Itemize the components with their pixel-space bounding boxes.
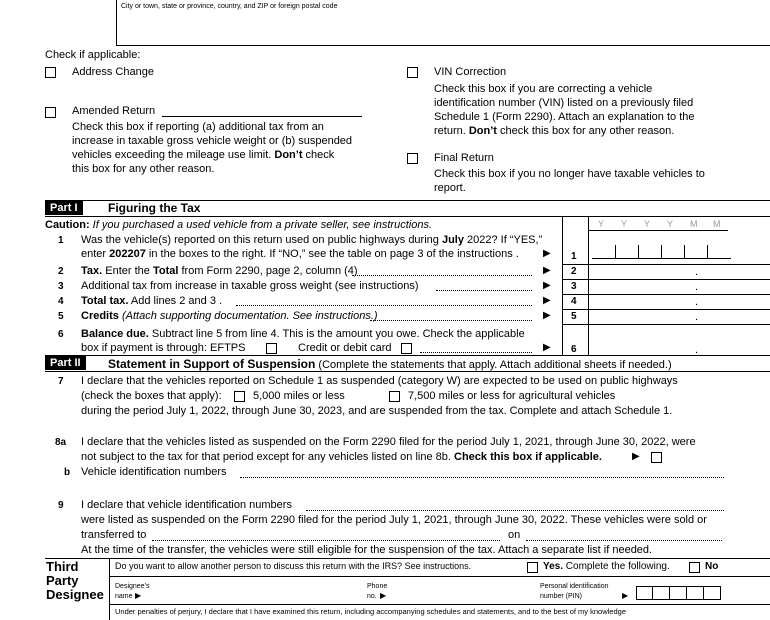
card-label: Credit or debit card [298,342,392,354]
line7-text-2: (check the boxes that apply): [81,390,222,402]
pin-digit-box[interactable] [636,586,653,600]
part1-title: Figuring the Tax [108,201,201,215]
line9-text-3a: transferred to [81,529,147,541]
vin-desc-4c: check this box for any other reason. [496,125,675,137]
line5-number: 5 [58,311,64,322]
vin-desc-3: Schedule 1 (Form 2290). Attach an explanation to the [434,111,695,123]
line6-b: Subtract line 5 from line 4. This is the amount you owe. Check the applicable [148,328,525,340]
perjury-rule [109,604,770,605]
part1-header [45,201,83,215]
miles-7500-label: 7,500 miles or less for agricultural vehicles [408,390,616,402]
line5-amount-field[interactable] [594,309,770,324]
designee-title-1: Third [46,559,79,574]
line6-text-a [81,328,525,340]
date-letter: M [713,219,721,229]
line2-box-number: 2 [571,266,577,277]
caution-text: If you purchased a used vehicle from a private seller, see instructions. [89,219,433,231]
designee-phone-field[interactable] [395,582,535,602]
line4-arrow-icon: ▶ [543,295,551,306]
final-desc-2: report. [434,182,466,194]
final-return-label: Final Return [434,152,494,164]
line3-number: 3 [58,281,64,292]
line3-box-number: 3 [571,281,577,292]
line8b-letter: b [64,467,71,478]
designee-yes-checkbox[interactable] [527,562,538,573]
designee-no-checkbox[interactable] [689,562,700,573]
designee-title-3: Designee [46,587,104,602]
designee-phone-arrow-icon: ▶ [380,591,387,600]
line2-amount-field[interactable] [594,264,770,279]
designee-pin-2: number (PIN) [540,593,583,600]
miles-5000-checkbox[interactable] [234,391,245,402]
line4-leader [236,305,532,306]
line4-text [81,295,222,307]
vin-desc-4 [434,125,674,137]
amended-return-line[interactable] [162,116,362,117]
card-checkbox[interactable] [401,343,412,354]
miles-7500-checkbox[interactable] [389,391,400,402]
line9-text-4: At the time of the transfer, the vehicles were still eligible for the suspension of the tax. Attach a separate list if needed. [81,544,653,556]
line5-arrow-icon: ▶ [543,310,551,321]
part1-title-rule [45,216,770,217]
caution [45,219,432,231]
line1-text-a [81,234,542,246]
designee-pin-arrow-icon: ▶ [622,591,629,600]
line2-d: from Form 2290, page 2, column (4) [178,265,358,277]
date-letter: Y [644,219,651,229]
line5-a: Credits [81,310,119,322]
part2-title-text: Statement in Support of Suspension [108,357,316,371]
line7-number: 7 [58,376,64,387]
line1-a: Was the vehicle(s) reported on this return used on public highways during [81,234,442,246]
col-divider-1 [562,216,563,355]
vin-desc-4a: return. [434,125,469,137]
amended-desc-3a: vehicles exceeding the mileage use limit. [72,149,275,161]
designee-phone-1: Phone [367,583,388,590]
designee-name-arrow-icon: ▶ [135,591,142,600]
line2-text [81,265,358,277]
line9-text-1: I declare that vehicle identification numbers [81,499,292,511]
line1-arrow-icon: ▶ [543,248,551,259]
line1-b: July [441,234,464,246]
line3-arrow-icon: ▶ [543,280,551,291]
part2-header [45,356,86,370]
designee-q-rule [109,576,770,577]
date-digit-box[interactable] [707,245,731,259]
designee-question: Do you want to allow another person to discuss this return with the IRS? See instructions. [115,561,472,571]
line5-b: (Attach supporting documentation. See instructions.) [118,310,378,322]
final-desc-1: Check this box if you no longer have taxable vehicles to [434,168,705,180]
line9-text-2: were listed as suspended on the Form 2290 filed for the period July 1, 2021, through June 30, 2022. These vehicles were sold or [81,514,707,526]
line1-f: in the boxes to the right. If “NO,” see the table on page 3 of the instructions . [145,248,519,260]
vin-correction-label: VIN Correction [434,66,507,78]
part2-title [108,357,672,371]
line8a-arrow-icon: ▶ [632,451,640,462]
amended-desc-4: this box for any other reason. [72,163,215,175]
line2-b: Enter the [102,265,153,277]
vin-desc-4b: Don’t [468,125,497,137]
caution-label: Caution: [45,219,90,231]
eftps-checkbox[interactable] [266,343,277,354]
line5-leader [370,320,532,321]
line4-number: 4 [58,296,64,307]
pin-digit-box[interactable] [653,586,670,600]
line9-vin-field[interactable] [306,510,724,511]
line6-arrow-icon: ▶ [543,342,551,353]
line4-a: Total tax. [81,295,129,307]
amended-return-checkbox[interactable] [45,107,56,118]
line5-box-number: 5 [571,311,577,322]
line1-e: 202207 [109,248,146,260]
line6-a: Balance due. [81,328,149,340]
pin-digit-box[interactable] [687,586,704,600]
line6-leader [420,352,532,353]
line2-number: 2 [58,266,64,277]
cents-dot-4: . [695,296,699,308]
line3-amount-field[interactable] [594,279,770,294]
spacer [0,45,116,46]
address-bottom-line [116,45,770,46]
line8a-text-2 [81,451,602,463]
vin-desc-2: identification number (VIN) listed on a previously filed [434,97,694,109]
designee-phone-2: no. [367,593,377,600]
designee-name-2: name [115,593,133,600]
date-digit-box[interactable] [684,245,708,259]
check-applicable-heading: Check if applicable: [45,49,141,61]
vin-correction-checkbox[interactable] [407,67,418,78]
line5-text [81,310,378,322]
line4-box-number: 4 [571,296,577,307]
line9-text-3b: on [508,529,521,541]
line1-box-number: 1 [571,251,577,262]
part2-label: Part II [45,356,86,370]
part2-subtitle: (Complete the statements that apply. Attach additional sheets if needed.) [315,359,672,371]
date-digit-box[interactable] [638,245,662,259]
line8a-checkbox[interactable] [651,452,662,463]
amended-desc-3c: check [302,149,335,161]
line7-text-1: I declare that the vehicles reported on Schedule 1 as suspended (category W) are expected to be used on public highways [81,375,678,387]
line6-amount-field[interactable] [594,324,770,355]
line9-date-field[interactable] [526,540,722,541]
line6-number: 6 [58,329,64,340]
date-digit-box[interactable] [661,245,685,259]
address-change-checkbox[interactable] [45,67,56,78]
date-letter: Y [598,219,605,229]
amended-desc-1: Check this box if reporting (a) additional tax from an [72,121,324,133]
designee-yes-a: Yes. [543,561,564,572]
line8a-number: 8a [55,437,67,448]
line2-c: Total [152,265,179,277]
line8a-text-1: I declare that the vehicles listed as suspended on the Form 2290 filed for the period July 1, 2021, through June 30, 2022, were [81,436,696,448]
line1-number: 1 [58,235,64,246]
line4-amount-field[interactable] [594,294,770,309]
designee-no: No [705,561,719,572]
line9-number: 9 [58,500,64,511]
line2-arrow-icon: ▶ [543,265,551,276]
line1-text-b [81,248,519,260]
date-letter: M [690,219,698,229]
line2-a: Tax. [81,265,103,277]
line8a-2a: not subject to the tax for that period except for any vehicles listed on line 8b. [81,451,454,463]
cents-dot-3: . [695,281,699,293]
amended-desc-3b: Don’t [274,149,303,161]
line8a-2b: Check this box if applicable. [454,451,602,463]
date-letter: Y [621,219,628,229]
line1-d: enter [81,248,110,260]
part2-top-rule [45,355,770,356]
designee-pin-1: Personal identification [540,583,609,590]
designee-title-2: Party [46,573,79,588]
designee-yes-b: Complete the following. [563,561,670,572]
amended-desc-2: increase in taxable gross vehicle weight or (b) suspended [72,135,353,147]
city-label: City or town, state or province, country, and ZIP or foreign postal code [121,3,338,10]
perjury-text: Under penalties of perjury, I declare that I have examined this return, including accompanying schedules and statements, and to the best of my knowledge [115,607,626,616]
vin-desc-1: Check this box if you are correcting a vehicle [434,83,653,95]
address-divider [116,0,117,46]
amended-return-label: Amended Return [72,105,156,117]
col-divider-2 [588,216,589,355]
amended-desc-3 [72,149,334,161]
designee-name-field[interactable] [150,582,360,602]
line9-transferee-field[interactable] [152,540,500,541]
pin-digit-box[interactable] [670,586,687,600]
designee-divider [109,558,110,620]
pin-digit-box[interactable] [704,586,721,600]
part1-label: Part I [45,201,83,215]
date-letter: Y [667,219,674,229]
date-digit-box[interactable] [615,245,639,259]
line8b-vin-field[interactable] [240,477,724,478]
line6-box-number: 6 [571,344,577,355]
line6-text-b: box if payment is through: EFTPS [81,342,246,354]
designee-yes [543,561,670,572]
cents-dot-2: . [695,266,699,278]
designee-top-rule [45,558,770,559]
line2-leader [352,275,532,276]
miles-5000-label: 5,000 miles or less [253,390,345,402]
cents-dot-6: . [695,344,699,356]
line1-c: 2022? If “YES,” [463,234,543,246]
line3-leader [436,290,532,291]
line4-b: Add lines 2 and 3 . [128,295,223,307]
date-digit-box[interactable] [592,245,615,259]
date-row-rule [588,230,728,231]
line3-text: Additional tax from increase in taxable gross weight (see instructions) [81,280,419,292]
line8b-text: Vehicle identification numbers [81,466,227,478]
address-change-label: Address Change [72,66,154,78]
cents-dot-5: . [695,311,699,323]
part2-title-rule [45,371,770,372]
final-return-checkbox[interactable] [407,153,418,164]
line7-text-3: during the period July 1, 2022, through June 30, 2023, and are suspended from the tax. Complete and attach Schedule 1. [81,405,673,417]
designee-name-1: Designee’s [115,583,150,590]
